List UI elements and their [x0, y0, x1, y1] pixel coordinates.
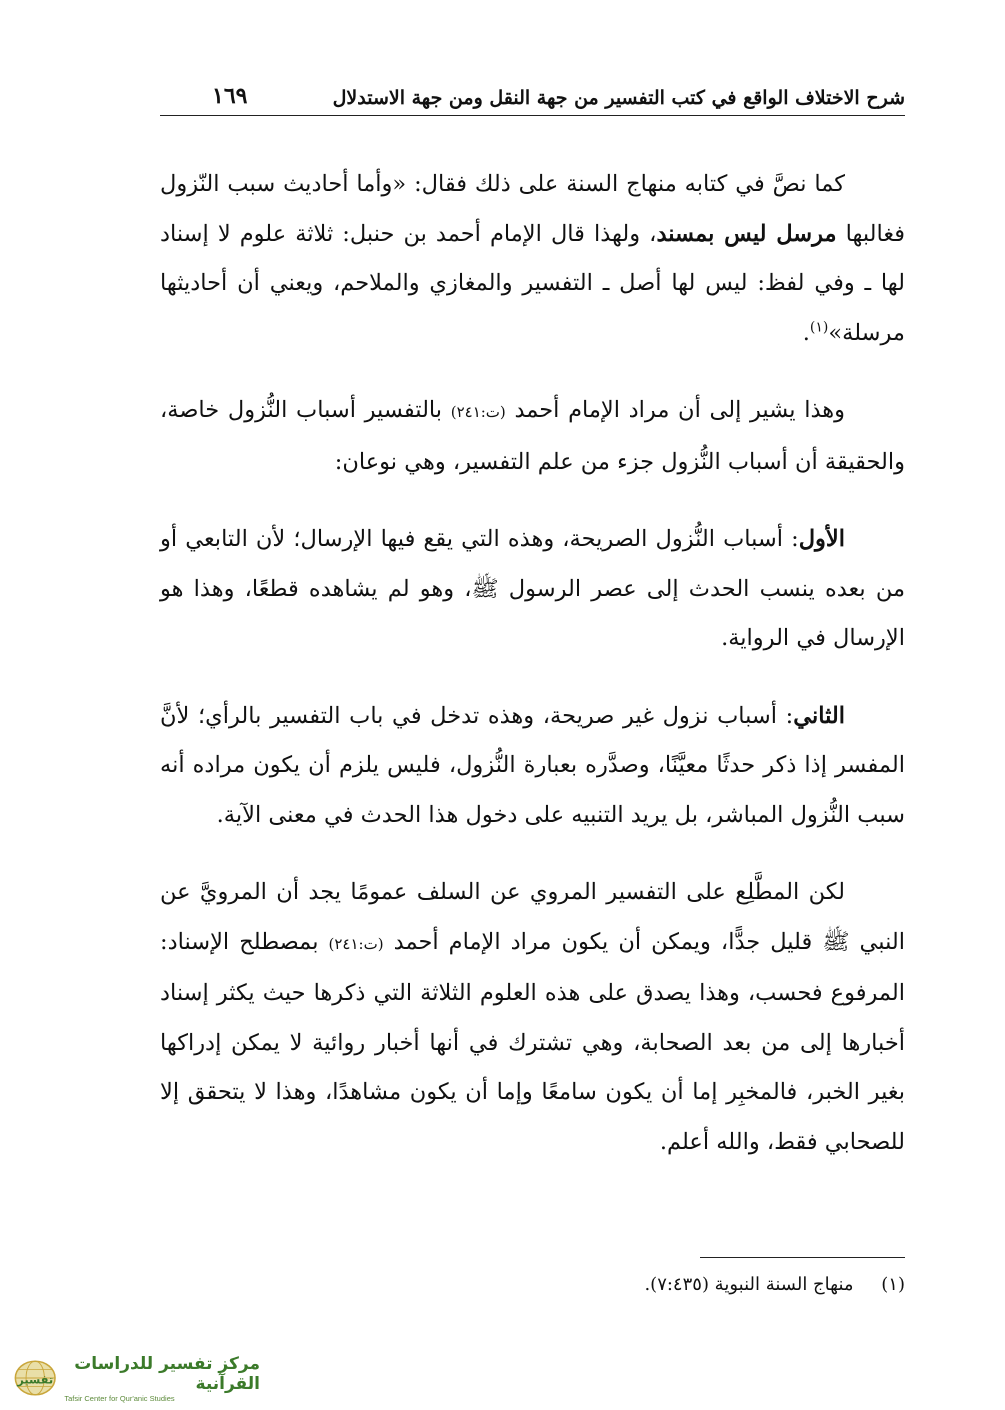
footnote-number: (١) [881, 1274, 905, 1295]
paragraph-text: لكن المطَّلِع على التفسير المروي عن السلف عمومًا يجد أن المرويَّ عن النبي ﷺ قليل جدًّا، ويمكن أن يكون مراد الإمام أحمد [160, 879, 905, 955]
globe-emblem-icon [10, 1351, 60, 1405]
first-type-label: الأول [798, 526, 845, 552]
body-text [160, 160, 905, 1195]
paragraph-conclusion [160, 868, 905, 1167]
chapter-title: شرح الاختلاف الواقع في كتب التفسير من جهة النقل ومن جهة الاستدلال [332, 87, 905, 109]
footnote-text: منهاج السنة النبوية (٧:٤٣٥). [644, 1274, 854, 1295]
logo-text-block [64, 1354, 260, 1403]
paragraph-text: وهذا يشير إلى أن مراد الإمام أحمد [505, 397, 845, 423]
footnote-reference[interactable]: (١) [809, 319, 829, 335]
publisher-logo [10, 1350, 260, 1406]
paragraph-end: . [802, 319, 810, 346]
paragraph-second-type [160, 692, 905, 841]
paragraph-explanation [160, 386, 905, 487]
paragraph-text: كما نصَّ في كتابه منهاج السنة على ذلك فقال: «وأما أحاديث سبب النّزول فغالبها [160, 171, 905, 247]
emblem-text: تفسير [17, 1372, 54, 1387]
logo-arabic-name: مركز تفسير للدراسات القرآنية [74, 1353, 260, 1394]
paragraph-text: بمصطلح الإسناد: المرفوع فحسب، وهذا يصدق على هذه العلوم الثلاثة التي ذكرها حيث يكثر إسناد أخبارها إلى من بعد الصحابة، وهي تشترك في أنها أخبار روائية لا يمكن إدراكها بغير الخبر، فالمخبِر إما أن يكون سامعًا وإما أن يكون مشاهدًا، وهذا لا يتحقق إلا للصحابي فقط، والله أعلم. [160, 928, 905, 1155]
paragraph-first-type [160, 515, 905, 664]
death-date-note: (ت:٢٤١) [328, 934, 384, 953]
paragraph-text: ، ولهذا قال الإمام أحمد بن حنبل: ثلاثة علوم لا إسناد لها ـ وفي لفظ: ليس لها أصل ـ التفسير والمغازي والملاحم، ويعني أن أحاديثها مرسلة» [160, 220, 905, 346]
page-number: ١٦٩ [212, 83, 248, 109]
paragraph-quote [160, 160, 905, 358]
paragraph-text: بالتفسير أسباب النُّزول خاصة، والحقيقة أن أسباب النُّزول جزء من علم التفسير، وهي نوعان: [160, 397, 905, 475]
paragraph-text: : أسباب النُّزول الصريحة، وهذه التي يقع فيها الإرسال؛ لأن التابعي أو من بعده ينسب الحدث إلى عصر الرسول ﷺ، وهو لم يشاهده قطعًا، وهذا هو الإرسال في الرواية. [160, 526, 905, 651]
footnote [560, 1274, 905, 1295]
death-date-note: (ت:٢٤١) [450, 403, 506, 421]
bold-phrase: مرسل ليس بمسند [656, 220, 837, 247]
second-type-label: الثاني [793, 702, 845, 729]
logo-english-name: Tafsir Center for Qur'anic Studies [64, 1393, 175, 1403]
paragraph-text: : أسباب نزول غير صريحة، وهذه تدخل في باب التفسير بالرأي؛ لأنَّ المفسر إذا ذكر حدثًا معيَّنًا، وصدَّره بعبارة النُّزول، فليس يلزم أن يكون مراده أنه سبب النُّزول المباشر، بل يريد التنبيه على دخول هذا الحدث في معنى الآية. [160, 702, 905, 828]
footnote-divider [700, 1257, 905, 1258]
running-header [160, 76, 905, 116]
